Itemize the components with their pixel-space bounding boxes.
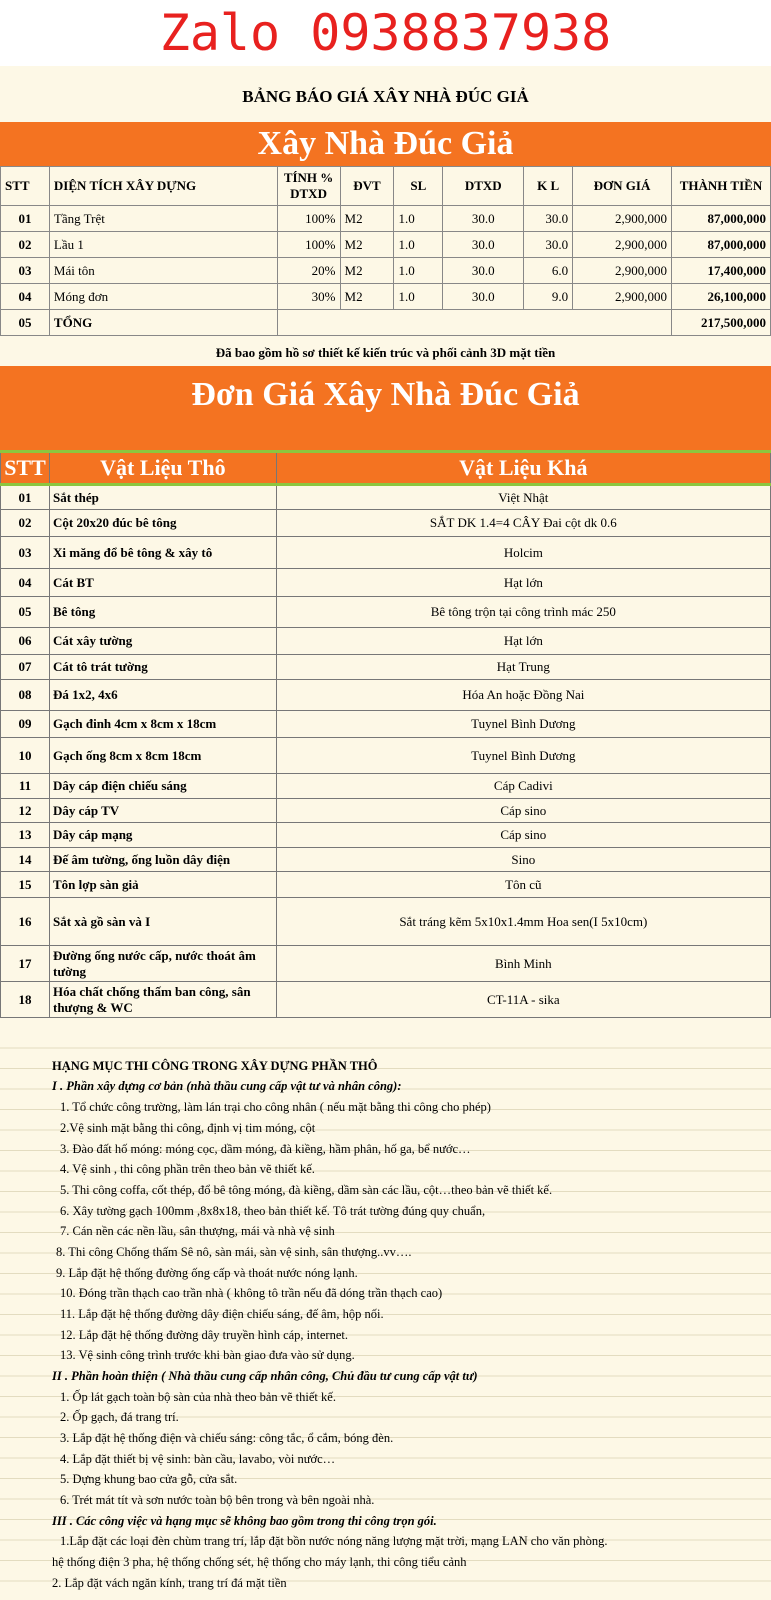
scope-item: 10. Đóng trần thạch cao trần nhà ( không tô trần nếu đã dóng trần thạch cao) — [60, 1286, 443, 1300]
row-qty: 1.0 — [394, 232, 443, 258]
row-unit: M2 — [340, 284, 394, 310]
row-stt: 07 — [1, 655, 50, 680]
scope-item: 7. Cán nền các nền lầu, sân thượng, mái và nhà vệ sinh — [60, 1224, 335, 1238]
row-area: Mái tôn — [49, 258, 277, 284]
column-header: STT — [1, 452, 50, 485]
row-stt: 18 — [1, 982, 50, 1018]
material-name: Đường ống nước cấp, nước thoát âm tường — [49, 946, 276, 982]
scope-item: 5. Dựng khung bao cửa gỗ, cửa sắt. — [60, 1472, 238, 1486]
material-name: Dây cáp điện chiếu sáng — [49, 774, 276, 799]
material-spec: Cáp sino — [276, 799, 770, 823]
row-stt: 04 — [1, 284, 50, 310]
scope-item: 4. Lắp đặt thiết bị vệ sinh: bàn cầu, lavabo, vòi nước… — [60, 1452, 336, 1466]
row-stt: 14 — [1, 848, 50, 872]
row-kl: 9.0 — [524, 284, 573, 310]
material-name: Tôn lợp sàn giả — [49, 872, 276, 898]
price-sheet — [0, 66, 771, 1600]
row-qty: 1.0 — [394, 206, 443, 232]
row-stt: 15 — [1, 872, 50, 898]
material-spec: Sino — [276, 848, 770, 872]
row-stt: 17 — [1, 946, 50, 982]
row-stt: 12 — [1, 799, 50, 823]
material-row — [1, 848, 771, 872]
material-spec: Cáp sino — [276, 823, 770, 848]
material-spec: Hạt lớn — [276, 628, 770, 655]
row-kl: 6.0 — [524, 258, 573, 284]
column-header: Vật Liệu Khá — [276, 452, 770, 485]
row-area: Móng đơn — [49, 284, 277, 310]
zalo-contact-banner: Zalo 0938837938 — [0, 0, 771, 66]
row-amount: 17,400,000 — [671, 258, 770, 284]
section-banner-don-gia: Đơn Giá Xây Nhà Đúc Giả — [0, 366, 771, 450]
material-name: Gạch đinh 4cm x 8cm x 18cm — [49, 711, 276, 738]
material-name: Bê tông — [49, 597, 276, 628]
material-row — [1, 569, 771, 597]
row-stt: 01 — [1, 485, 50, 510]
row-area: Lầu 1 — [49, 232, 277, 258]
scope-item: 4. Vệ sinh , thi công phần trên theo bản vẽ thiết kế. — [60, 1162, 315, 1176]
material-spec: Tôn cũ — [276, 872, 770, 898]
row-stt: 09 — [1, 711, 50, 738]
scope-item: 6. Xây tường gạch 100mm ,8x8x18, theo bản thiết kế. Tô trát tường đúng quy chuẩn, — [60, 1204, 486, 1218]
scope-section-3-heading: III . Các công việc và hạng mục sẽ không bao gồm trong thi công trọn gói. — [52, 1514, 437, 1528]
material-row — [1, 680, 771, 711]
material-row — [1, 537, 771, 569]
material-row — [1, 982, 771, 1018]
row-stt: 04 — [1, 569, 50, 597]
row-stt: 05 — [1, 597, 50, 628]
material-row — [1, 774, 771, 799]
material-name: Cột 20x20 đúc bê tông — [49, 510, 276, 537]
scope-item: 5. Thi công coffa, cốt thép, đổ bê tông móng, đà kiềng, dầm sàn các lầu, cột…theo bản vẽ thiết kế. — [60, 1183, 553, 1197]
row-dtxd: 30.0 — [443, 258, 524, 284]
material-row — [1, 799, 771, 823]
row-percent: 100% — [277, 232, 340, 258]
scope-item: 3. Đào đất hố móng: móng cọc, dầm móng, đà kiềng, hầm phân, hố ga, bể nước… — [60, 1142, 471, 1156]
row-percent: 100% — [277, 206, 340, 232]
material-name: Đá 1x2, 4x6 — [49, 680, 276, 711]
row-stt: 06 — [1, 628, 50, 655]
scope-item: 1. Ốp lát gạch toàn bộ sàn của nhà theo bản vẽ thiết kế. — [60, 1390, 336, 1404]
scope-item: 1.Lắp đặt các loại đèn chùm trang trí, lắp đặt bồn nước nóng năng lượng mặt trời, mạng LAN cho văn phòng. — [60, 1534, 608, 1548]
scope-item: 12. Lắp đặt hệ thống đường dây truyền hình cáp, internet. — [60, 1328, 348, 1342]
material-name: Sắt thép — [49, 485, 276, 510]
row-stt: 10 — [1, 738, 50, 774]
material-name: Xi măng đổ bê tông & xây tô — [49, 537, 276, 569]
section-banner-xay-nha: Xây Nhà Đúc Giả — [0, 122, 771, 166]
column-header: THÀNH TIỀN — [671, 167, 770, 206]
material-spec: Cáp Cadivi — [276, 774, 770, 799]
row-qty: 1.0 — [394, 284, 443, 310]
row-dtxd: 30.0 — [443, 232, 524, 258]
material-row — [1, 946, 771, 982]
scope-section-2-heading: II . Phần hoàn thiện ( Nhà thầu cung cấp nhân công, Chủ đầu tư cung cấp vật tư) — [52, 1369, 478, 1383]
total-value: 217,500,000 — [671, 310, 770, 336]
area-price-table — [0, 166, 771, 336]
row-stt: 02 — [1, 510, 50, 537]
column-header: Vật Liệu Thô — [49, 452, 276, 485]
material-row — [1, 485, 771, 510]
column-header: DIỆN TÍCH XÂY DỰNG — [49, 167, 277, 206]
scope-item: 11. Lắp đặt hệ thống đường dây điện chiếu sáng, đế âm, hộp nối. — [60, 1307, 384, 1321]
row-stt: 16 — [1, 898, 50, 946]
table-row — [1, 284, 771, 310]
column-header: TÍNH % DTXD — [277, 167, 340, 206]
row-stt: 03 — [1, 258, 50, 284]
scope-item: 3. Lắp đặt hệ thống điện và chiếu sáng: công tắc, ổ cắm, bóng đèn. — [60, 1431, 394, 1445]
sheet-title: BẢNG BÁO GIÁ XÂY NHÀ ĐÚC GIẢ — [242, 87, 529, 106]
material-spec: Tuynel Bình Dương — [276, 711, 770, 738]
material-name: Dây cáp mạng — [49, 823, 276, 848]
row-amount: 87,000,000 — [671, 232, 770, 258]
column-header: SL — [394, 167, 443, 206]
material-row — [1, 823, 771, 848]
row-unit-price: 2,900,000 — [573, 232, 672, 258]
material-spec: Hạt lớn — [276, 569, 770, 597]
row-kl: 30.0 — [524, 206, 573, 232]
material-row — [1, 711, 771, 738]
table-row — [1, 206, 771, 232]
table-header-row — [1, 167, 771, 206]
row-stt: 08 — [1, 680, 50, 711]
material-name: Dây cáp TV — [49, 799, 276, 823]
column-header: STT — [1, 167, 50, 206]
scope-item: 2. Ốp gạch, đá trang trí. — [60, 1410, 179, 1424]
row-amount: 26,100,000 — [671, 284, 770, 310]
scope-item: 2. Lắp đặt vách ngăn kính, trang trí đá mặt tiền — [52, 1576, 287, 1590]
scope-item: 2.Vệ sinh mặt bằng thi công, định vị tim móng, cột — [60, 1121, 316, 1135]
row-stt: 11 — [1, 774, 50, 799]
scope-section-1-heading: I . Phần xây dựng cơ bản (nhà thầu cung cấp vật tư và nhân công): — [52, 1079, 402, 1093]
design-included-note: Đã bao gồm hồ sơ thiết kế kiến trúc và phối cảnh 3D mặt tiền — [215, 345, 556, 360]
construction-scope-section — [0, 1028, 771, 1600]
row-dtxd: 30.0 — [443, 206, 524, 232]
row-area: Tầng Trệt — [49, 206, 277, 232]
total-row — [1, 310, 771, 336]
total-label: TỔNG — [49, 310, 277, 336]
material-name: Gạch ống 8cm x 8cm 18cm — [49, 738, 276, 774]
column-header: K L — [524, 167, 573, 206]
material-spec: Hóa An hoặc Đồng Nai — [276, 680, 770, 711]
row-stt: 01 — [1, 206, 50, 232]
material-name: Sắt xà gồ sàn và I — [49, 898, 276, 946]
material-name: Cát tô trát tường — [49, 655, 276, 680]
materials-table — [0, 450, 771, 1018]
row-qty: 1.0 — [394, 258, 443, 284]
material-row — [1, 597, 771, 628]
material-spec: Sắt tráng kẽm 5x10x1.4mm Hoa sen(I 5x10cm) — [276, 898, 770, 946]
row-amount: 87,000,000 — [671, 206, 770, 232]
row-unit: M2 — [340, 258, 394, 284]
material-spec: Việt Nhật — [276, 485, 770, 510]
column-header: DTXD — [443, 167, 524, 206]
scope-item: hệ thống điện 3 pha, hệ thống chống sét, hệ thống cho máy lạnh, thi công tiểu cảnh — [52, 1555, 467, 1569]
scope-item: 13. Vệ sinh công trình trước khi bàn giao đưa vào sử dụng. — [60, 1348, 355, 1362]
row-percent: 20% — [277, 258, 340, 284]
material-row — [1, 510, 771, 537]
material-spec: Hạt Trung — [276, 655, 770, 680]
row-stt: 02 — [1, 232, 50, 258]
scope-item: 1. Tổ chức công trường, làm lán trại cho công nhân ( nếu mặt bằng thi công cho phép) — [60, 1100, 491, 1114]
material-row — [1, 872, 771, 898]
table-row — [1, 258, 771, 284]
total-spacer — [277, 310, 671, 336]
table-row — [1, 232, 771, 258]
row-stt: 03 — [1, 537, 50, 569]
material-name: Cát xây tường — [49, 628, 276, 655]
material-name: Đế âm tường, ống luồn dây điện — [49, 848, 276, 872]
material-spec: Bình Minh — [276, 946, 770, 982]
scope-title: HẠNG MỤC THI CÔNG TRONG XÂY DỰNG PHẦN THÔ — [52, 1059, 378, 1073]
scope-item: 8. Thi công Chống thấm Sê nô, sàn mái, sàn vệ sinh, sân thượng..vv…. — [56, 1245, 412, 1259]
material-spec: Bê tông trộn tại công trình mác 250 — [276, 597, 770, 628]
column-header: ĐƠN GIÁ — [573, 167, 672, 206]
row-unit: M2 — [340, 206, 394, 232]
material-row — [1, 655, 771, 680]
material-spec: SẮT DK 1.4=4 CÂY Đai cột dk 0.6 — [276, 510, 770, 537]
material-row — [1, 898, 771, 946]
material-spec: Tuynel Bình Dương — [276, 738, 770, 774]
scope-item: 9. Lắp đặt hệ thống đường ống cấp và thoát nước nóng lạnh. — [56, 1266, 358, 1280]
row-unit-price: 2,900,000 — [573, 258, 672, 284]
row-unit-price: 2,900,000 — [573, 206, 672, 232]
row-unit: M2 — [340, 232, 394, 258]
material-row — [1, 738, 771, 774]
material-spec: Holcim — [276, 537, 770, 569]
material-name: Hóa chất chống thấm ban công, sân thượng & WC — [49, 982, 276, 1018]
material-row — [1, 628, 771, 655]
materials-header-row — [1, 452, 771, 485]
total-stt: 05 — [1, 310, 50, 336]
scope-item: 6. Trét mát tít và sơn nước toàn bộ bên trong và bên ngoài nhà. — [60, 1493, 375, 1507]
row-percent: 30% — [277, 284, 340, 310]
row-dtxd: 30.0 — [443, 284, 524, 310]
row-unit-price: 2,900,000 — [573, 284, 672, 310]
row-kl: 30.0 — [524, 232, 573, 258]
material-name: Cát BT — [49, 569, 276, 597]
column-header: ĐVT — [340, 167, 394, 206]
material-spec: CT-11A - sika — [276, 982, 770, 1018]
row-stt: 13 — [1, 823, 50, 848]
